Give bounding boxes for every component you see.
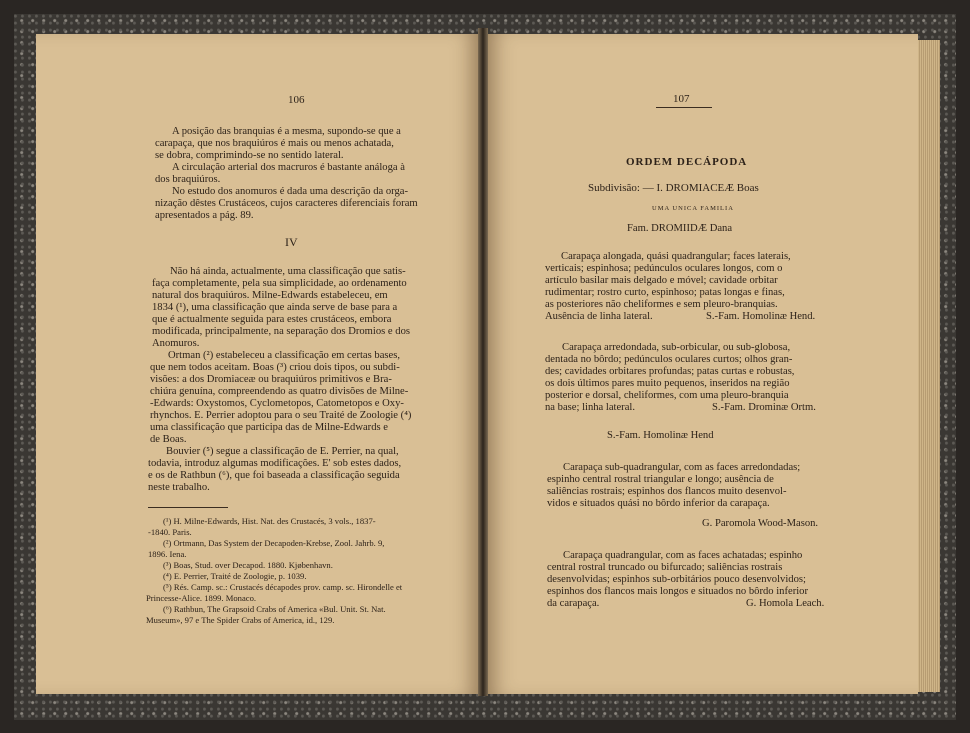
text-line: de Boas. [150, 434, 187, 445]
text-line: -Edwards: Oxystomos, Cyclometopos, Catometopos e Oxy- [150, 398, 404, 409]
text-line: apresentados a pág. 89. [155, 210, 254, 221]
footnote-line: Museum», 97 e The Spider Crabs of America, id., 129. [146, 615, 335, 625]
text-line: os dois últimos pares muito pequenos, inseridos na região [545, 378, 790, 389]
text-line: des; cavidades orbitares profundas; patas curtas e robustas, [545, 366, 795, 377]
text-line: e os de Rathbun (⁶), que foi baseada a classificação seguida [148, 470, 400, 481]
footnote-line: (³) Boas, Stud. over Decapod. 1880. Kjøbenhavn. [163, 560, 333, 570]
book-gutter [478, 28, 488, 696]
family-heading: Fam. DROMIIDÆ Dana [627, 223, 733, 234]
text-line: carapaça, que nos braquiúros é mais ou menos achatada, [155, 138, 394, 149]
taxon-reference: S.-Fam. Drominæ Ortm. [712, 402, 816, 413]
text-line: saliências rostrais; espinhos dos flancos muito desenvol- [547, 486, 787, 497]
footnote-line: (⁶) Rathbun, The Grapsoid Crabs of America «Bul. Unit. St. Nat. [163, 604, 386, 614]
text-line: natural dos braquiúros. Milne-Edwards estabeleceu, em [152, 290, 388, 301]
text-line: Ortman (²) estabeleceu a classificação em certas bases, [168, 350, 400, 361]
text-line: Bouvier (⁵) segue a classificação de E. Perrier, na qual, [166, 446, 399, 457]
footnote-rule [148, 507, 228, 508]
text-line: Ausência de linha lateral. [545, 311, 653, 322]
text-line: No estudo dos anomuros é dada uma descrição da orga- [172, 186, 409, 197]
text-line: faça completamente, pela sua simplicidade, ao ordenamento [152, 278, 407, 289]
footnote-line: (¹) H. Milne-Edwards, Hist. Nat. des Crustacés, 3 vols., 1837- [163, 516, 376, 526]
taxon-reference: G. Paromola Wood-Mason. [702, 518, 819, 529]
page-number-right: 107 [673, 93, 690, 105]
text-line: espinhos dos flancos mais longos e situados no bôrdo inferior [547, 586, 808, 597]
text-line: Carapaça arredondada, sub-orbicular, ou sub-globosa, [562, 342, 791, 353]
text-line: 1834 (¹), uma classificação que ainda serve de base para a [152, 302, 398, 313]
single-family-label: UMA UNICA FAMILIA [652, 205, 734, 212]
footnote-line: (²) Ortmann, Das System der Decapoden-Krebse, Zool. Jahrb. 9, [163, 538, 385, 548]
text-line: uma classificação que participa das de Milne-Edwards e [150, 422, 388, 433]
text-line: neste trabalho. [148, 482, 210, 493]
text-line: Carapaça alongada, quási quadrangular; faces laterais, [561, 251, 791, 262]
text-line: Carapaça quadrangular, com as faces achatadas; espinho [563, 550, 803, 561]
page-number-left: 106 [288, 94, 305, 106]
text-line: dentada no bôrdo; pedúnculos oculares curtos; olhos gran- [545, 354, 793, 365]
text-line: todavia, introduz algumas modificações. E' sob estes dados, [148, 458, 402, 469]
page-edges [918, 40, 940, 692]
text-line: que é actualmente seguida para estes crustáceos, embora [152, 314, 392, 325]
page-number-rule [656, 107, 712, 108]
text-line: que nem todos aceitam. Boas (³) criou dois tipos, ou subdi- [150, 362, 400, 373]
text-line: espinho central rostral triangular e longo; ausência de [547, 474, 774, 485]
text-line: A posição das branquias é a mesma, supondo-se que a [172, 126, 401, 137]
text-line: desenvolvidas; espinhos sub-orbitários pouco desenvolvidos; [547, 574, 806, 585]
text-line: A circulação arterial dos macruros é bastante análoga à [172, 162, 405, 173]
footnote-line: -1840. Paris. [148, 527, 192, 537]
text-line: chiúra genuína, compreendendo as quatro divisões de Milne- [150, 386, 409, 397]
text-line: visões: a dos Dromiaceæ ou braquiúros primitivos e Bra- [150, 374, 392, 385]
footnote-line: (⁵) Rés. Camp. sc.: Crustacés décapodes prov. camp. sc. Hirondelle et [163, 582, 403, 592]
order-heading: ORDEM DECÁPODA [626, 156, 748, 168]
subfamily-heading: S.-Fam. Homolinæ Hend [607, 430, 714, 441]
subdivision-heading: Subdivisão: — I. DROMIACEÆ Boas [588, 182, 759, 194]
section-heading: IV [285, 235, 298, 249]
text-line: vidos e situados quási no bôrdo inferior da carapaça. [547, 498, 770, 509]
text-line: artículo basilar mais delgado e móvel; cavidade orbitar [545, 275, 778, 286]
text-line: dos braquiúros. [155, 174, 221, 185]
text-line: modificada, principalmente, na separação dos Dromios e dos [152, 326, 410, 337]
footnote-line: (⁴) E. Perrier, Traité de Zoologie, p. 1039. [163, 571, 307, 581]
footnote-line: Princesse-Alice. 1899. Monaco. [146, 593, 257, 603]
text-line: na base; linha lateral. [545, 402, 636, 413]
text-line: verticais; espinhosa; pedúnculos oculares longos, com o [545, 263, 783, 274]
footnote-line: 1896. Iena. [148, 549, 187, 559]
text-line: rudimentar; rostro curto, espinhoso; patas longas e finas, [545, 287, 785, 298]
text-line: Anomuros. [152, 338, 200, 349]
text-line: da carapaça. [547, 598, 600, 609]
text-line: nização dêstes Crustáceos, cujos caracteres diferenciais foram [155, 198, 418, 209]
text-line: se dobra, comprimindo-se no sentido lateral. [155, 150, 344, 161]
taxon-reference: G. Homola Leach. [746, 598, 825, 609]
text-line: as posteriores não cheliformes e sem pleuro-branquias. [545, 299, 778, 310]
text-line: Carapaça sub-quadrangular, com as faces arredondadas; [563, 462, 801, 473]
taxon-reference: S.-Fam. Homolinæ Hend. [706, 311, 816, 322]
text-line: posterior e dorsal, cheliformes, com uma pleuro-branquia [545, 390, 789, 401]
text-line: Não há ainda, actualmente, uma classificação que satis- [170, 266, 406, 277]
text-line: rhynchos. E. Perrier adoptou para o seu Traité de Zoologie (⁴) [150, 410, 412, 421]
text-line: central rostral truncado ou bifurcado; saliências rostrais [547, 562, 783, 573]
